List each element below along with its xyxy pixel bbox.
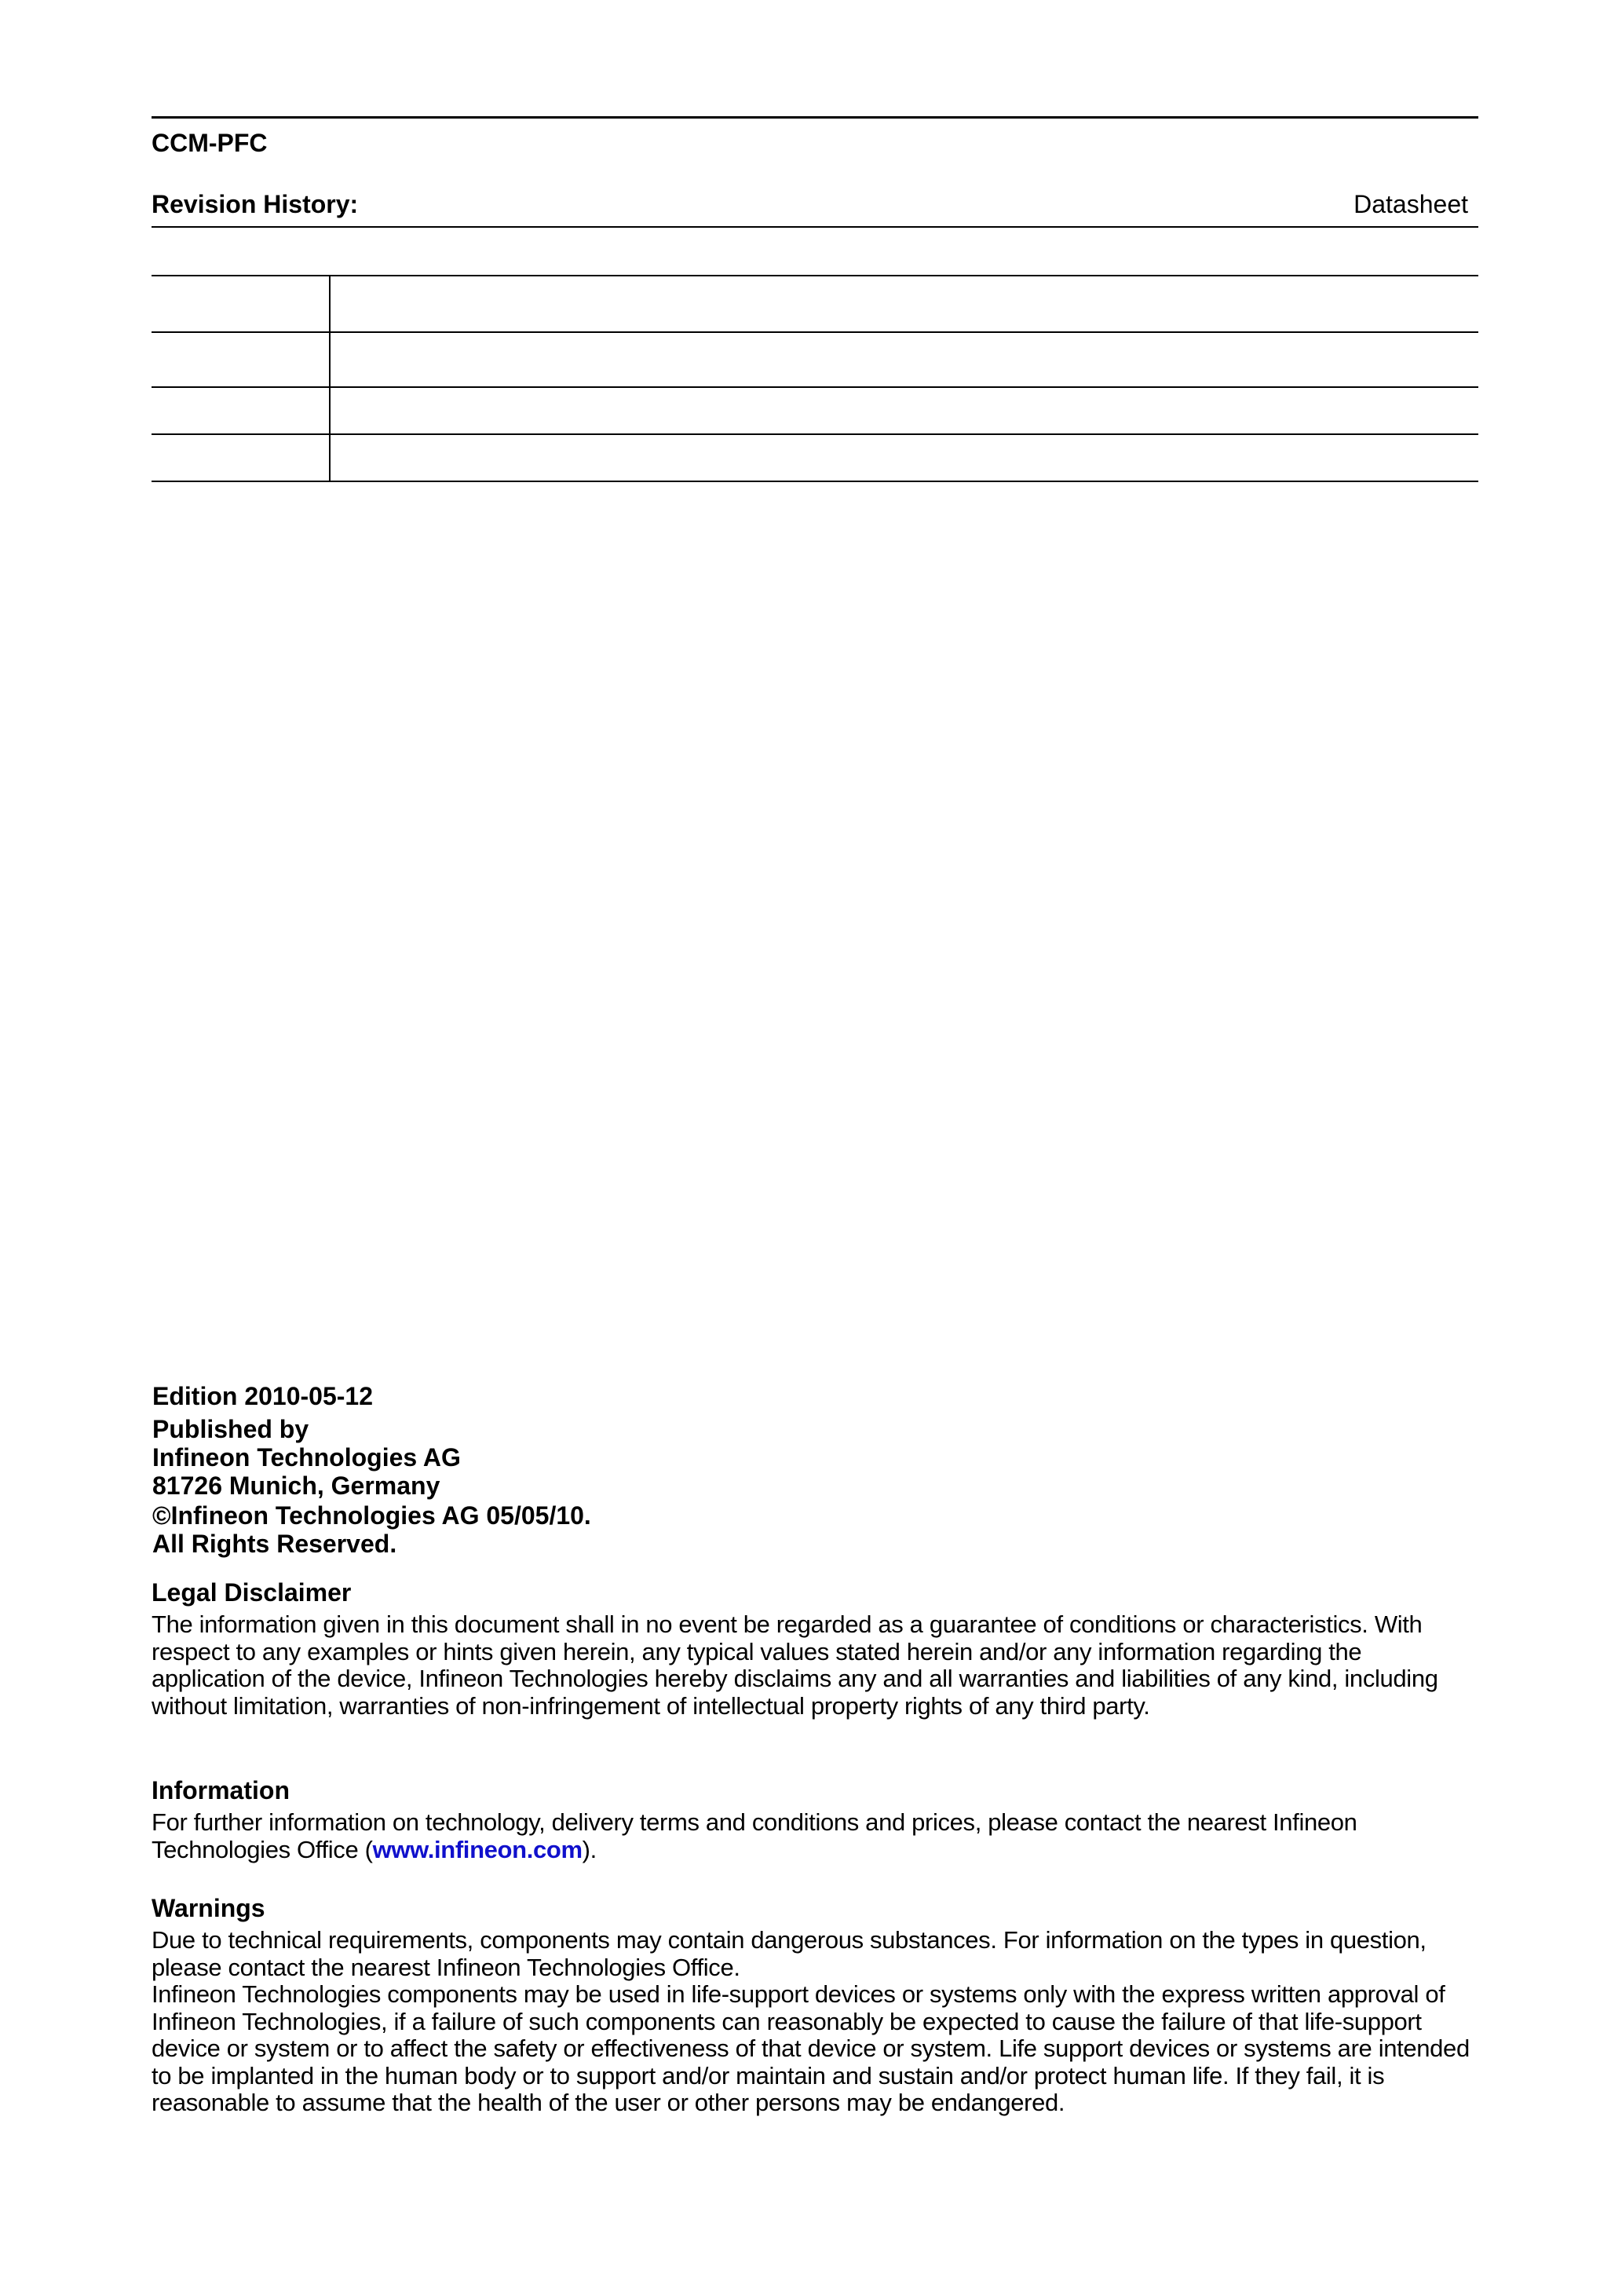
table-row — [152, 276, 1478, 332]
table-row — [152, 387, 1478, 434]
warnings-heading: Warnings — [152, 1894, 265, 1922]
header-bottom-rule — [152, 226, 1478, 228]
information-text-after: ). — [582, 1835, 597, 1863]
company-line: Infineon Technologies AG — [152, 1443, 461, 1472]
imprint-block — [152, 1382, 591, 1558]
information-text-before: For further information on technology, delivery terms and conditions and prices, please contact the nearest Infineon Technologies Office ( — [152, 1808, 1357, 1863]
revision-table — [152, 275, 1478, 482]
revision-description-cell — [330, 434, 1478, 481]
table-row — [152, 434, 1478, 481]
information-section — [152, 1776, 1480, 1863]
warnings-paragraph-2: Infineon Technologies components may be used in life-support devices or systems only with the express written approval of Infineon Technologies, if a failure of such components can reasonably be expected to cause the failure of that life-support device or system or to affect the safety or effectiveness of that device or system. Life support devices or systems are intended to be implanted in the human body or to support and/or maintain and sustain and/or protect human life. If they fail, it is reasonable to assume that the health of the user or other persons may be endangered. — [152, 1980, 1470, 2116]
information-heading: Information — [152, 1776, 290, 1804]
doc-title: CCM-PFC — [152, 129, 268, 157]
doc-type-label: Datasheet — [1353, 190, 1468, 218]
revision-version-cell — [152, 387, 330, 434]
legal-disclaimer-text: The information given in this document shall in no event be regarded as a guarantee of conditions or characteristics. With respect to any examples or hints given herein, any typical values stated herein and/or any information regarding the application of the device, Infineon Technologies hereby disclaims any and all warranties and liabilities of any kind, including without limitation, warranties of non-infringement of intellectual property rights of any third party. — [152, 1610, 1438, 1720]
rights-line: All Rights Reserved. — [152, 1530, 397, 1558]
address-line: 81726 Munich, Germany — [152, 1472, 440, 1500]
published-by-line: Published by — [152, 1415, 309, 1443]
revision-version-cell — [152, 276, 330, 332]
header-top-rule — [152, 116, 1478, 119]
revision-version-cell — [152, 434, 330, 481]
revision-description-cell — [330, 332, 1478, 387]
copyright-line: ©Infineon Technologies AG 05/05/10. — [152, 1501, 591, 1530]
revision-history-label: Revision History: — [152, 190, 359, 218]
information-text — [152, 1809, 1480, 1863]
legal-disclaimer-heading: Legal Disclaimer — [152, 1578, 352, 1607]
infineon-website-link[interactable]: www.infineon.com — [372, 1835, 583, 1863]
edition-line: Edition 2010-05-12 — [152, 1382, 373, 1410]
table-row — [152, 332, 1478, 387]
revision-description-cell — [330, 387, 1478, 434]
revision-description-cell — [330, 276, 1478, 332]
revision-version-cell — [152, 332, 330, 387]
legal-disclaimer-section — [152, 1578, 1480, 1720]
warnings-paragraph-1: Due to technical requirements, components may contain dangerous substances. For information on the types in question, please contact the nearest Infineon Technologies Office. — [152, 1926, 1427, 1981]
warnings-section — [152, 1894, 1480, 2117]
